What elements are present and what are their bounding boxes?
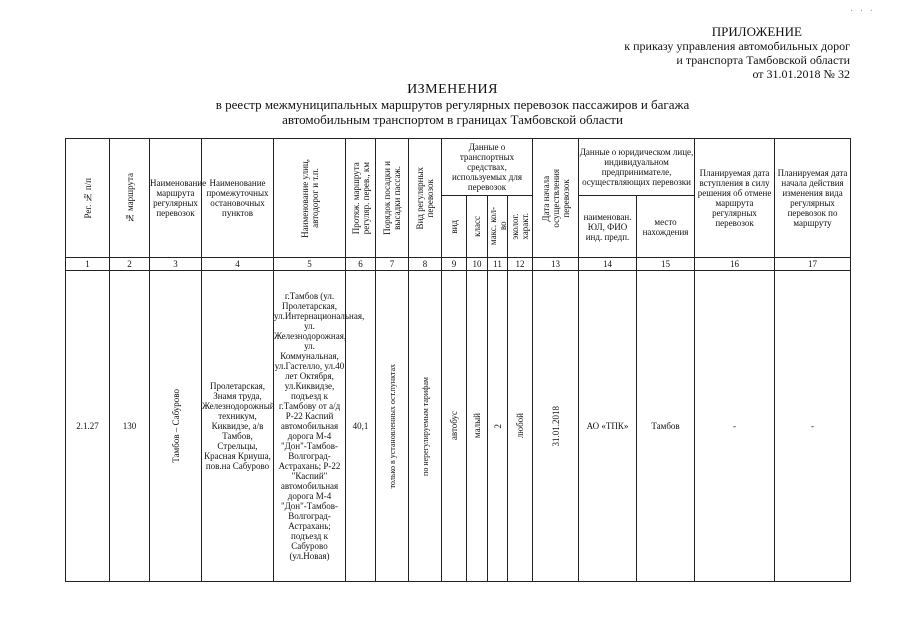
stops-cell: Пролетарская, Знамя труда, Железнодорожный техникум, Киквидзе, а/в Тамбов, Стрельцы, Красная Криуша, пов.на Сабурово (202, 271, 274, 582)
start-date-cell: 31.01.2018 (533, 271, 579, 582)
col-header-reg-no: Рег. № п/п (66, 139, 110, 258)
route-name-cell: Тамбов – Сабурово (150, 271, 202, 582)
change-date-cell: - (775, 271, 851, 582)
appendix-line: от 31.01.2018 № 32 (752, 67, 850, 81)
appendix-heading: ПРИЛОЖЕНИЕ (711, 24, 802, 39)
boarding-cell: только в установленных ост.пунктах (376, 271, 409, 582)
column-number: 1 (66, 258, 110, 271)
col-header-stops: Наименование промежуточных остановочных пунктов (202, 139, 274, 258)
col-header-start-date: Дата начала осуществления перевозок (533, 139, 579, 258)
col-header-change-date: Планируемая дата начала действия изменения вида регулярных перевозок по маршруту (775, 139, 851, 258)
title-line: автомобильным транспортом в границах Тамбовской области (282, 112, 623, 127)
column-number: 14 (579, 258, 637, 271)
table-row (66, 271, 851, 582)
column-number: 9 (442, 258, 467, 271)
vehicle-type-cell: автобус (442, 271, 467, 582)
length-cell: 40,1 (346, 271, 376, 582)
col-header-carrier-name: наименован. ЮЛ, ФИО инд. предп. (579, 196, 637, 258)
col-header-carrier-location: место нахождения (637, 196, 695, 258)
column-number: 12 (508, 258, 533, 271)
column-number: 15 (637, 258, 695, 271)
column-number: 8 (409, 258, 442, 271)
col-header-cancel-date: Планируемая дата вступления в силу решения об отмене маршрута регулярных перевозок (695, 139, 775, 258)
appendix-line: к приказу управления автомобильных дорог (624, 39, 850, 53)
col-header-kind: Вид регулярных перевозок (409, 139, 442, 258)
col-header-max-count: макс. кол- во (488, 196, 508, 258)
document-title (0, 82, 905, 127)
col-header-eco: эколог. характ. (508, 196, 533, 258)
title-line: в реестр межмуниципальных маршрутов регулярных перевозок пассажиров и багажа (215, 97, 690, 112)
col-header-streets: Наименование улиц, автодорог и т.п. (274, 139, 346, 258)
col-header-carrier: Данные о юридическом лице, индивидуальном предпринимателе, осуществляющих перевозки (579, 139, 695, 196)
carrier-location-cell: Тамбов (637, 271, 695, 582)
column-number: 6 (346, 258, 376, 271)
vehicle-class-cell: малый (467, 271, 488, 582)
cancel-date-cell: - (695, 271, 775, 582)
reg-no-cell: 2.1.27 (66, 271, 110, 582)
column-number: 10 (467, 258, 488, 271)
column-number: 17 (775, 258, 851, 271)
streets-cell: г.Тамбов (ул. Пролетарская, ул.Интернациональная, ул. Железнодорожная, ул. Коммунальная, ул.Гастелло, ул.40 лет Октября, ул.Киквидзе, подъезд к г.Тамбову от а/д Р-22 Каспий автомобильная дорога М-4 "Дон"-Тамбов-Волгоград-Астрахань; Р-22 "Каспий" автомобильная дорога М-4 "Дон"-Тамбов-Волгоград-Астрахань; подъезд к Сабурово (ул.Новая) (274, 271, 346, 582)
col-header-length: Протяж. маршрута регуляр. перев., км (346, 139, 376, 258)
column-number: 13 (533, 258, 579, 271)
column-numbers-row (66, 258, 851, 271)
col-header-vehicle-class: класс (467, 196, 488, 258)
column-number: 3 (150, 258, 202, 271)
max-count-cell: 2 (488, 271, 508, 582)
appendix-block (520, 25, 850, 81)
col-header-vehicle-type: вид (442, 196, 467, 258)
col-header-vehicles: Данные о транспортных средствах, используемых для перевозок (442, 139, 533, 196)
column-number: 16 (695, 258, 775, 271)
col-header-boarding: Порядок посадки и высадки пассаж. (376, 139, 409, 258)
title-heading: ИЗМЕНЕНИЯ (407, 82, 498, 97)
column-number: 4 (202, 258, 274, 271)
kind-cell: по нерегулируемым тарифам (409, 271, 442, 582)
appendix-line: и транспорта Тамбовской области (676, 53, 850, 67)
carrier-name-cell: АО «ТПК» (579, 271, 637, 582)
col-header-route-no: № маршрута (110, 139, 150, 258)
column-number: 11 (488, 258, 508, 271)
column-number: 5 (274, 258, 346, 271)
corner-marks: · · · (850, 6, 875, 17)
column-number: 7 (376, 258, 409, 271)
registry-table (65, 138, 851, 582)
col-header-route-name: Наименование маршрута регулярных перевозок (150, 139, 202, 258)
column-number: 2 (110, 258, 150, 271)
eco-cell: любой (508, 271, 533, 582)
route-no-cell: 130 (110, 271, 150, 582)
